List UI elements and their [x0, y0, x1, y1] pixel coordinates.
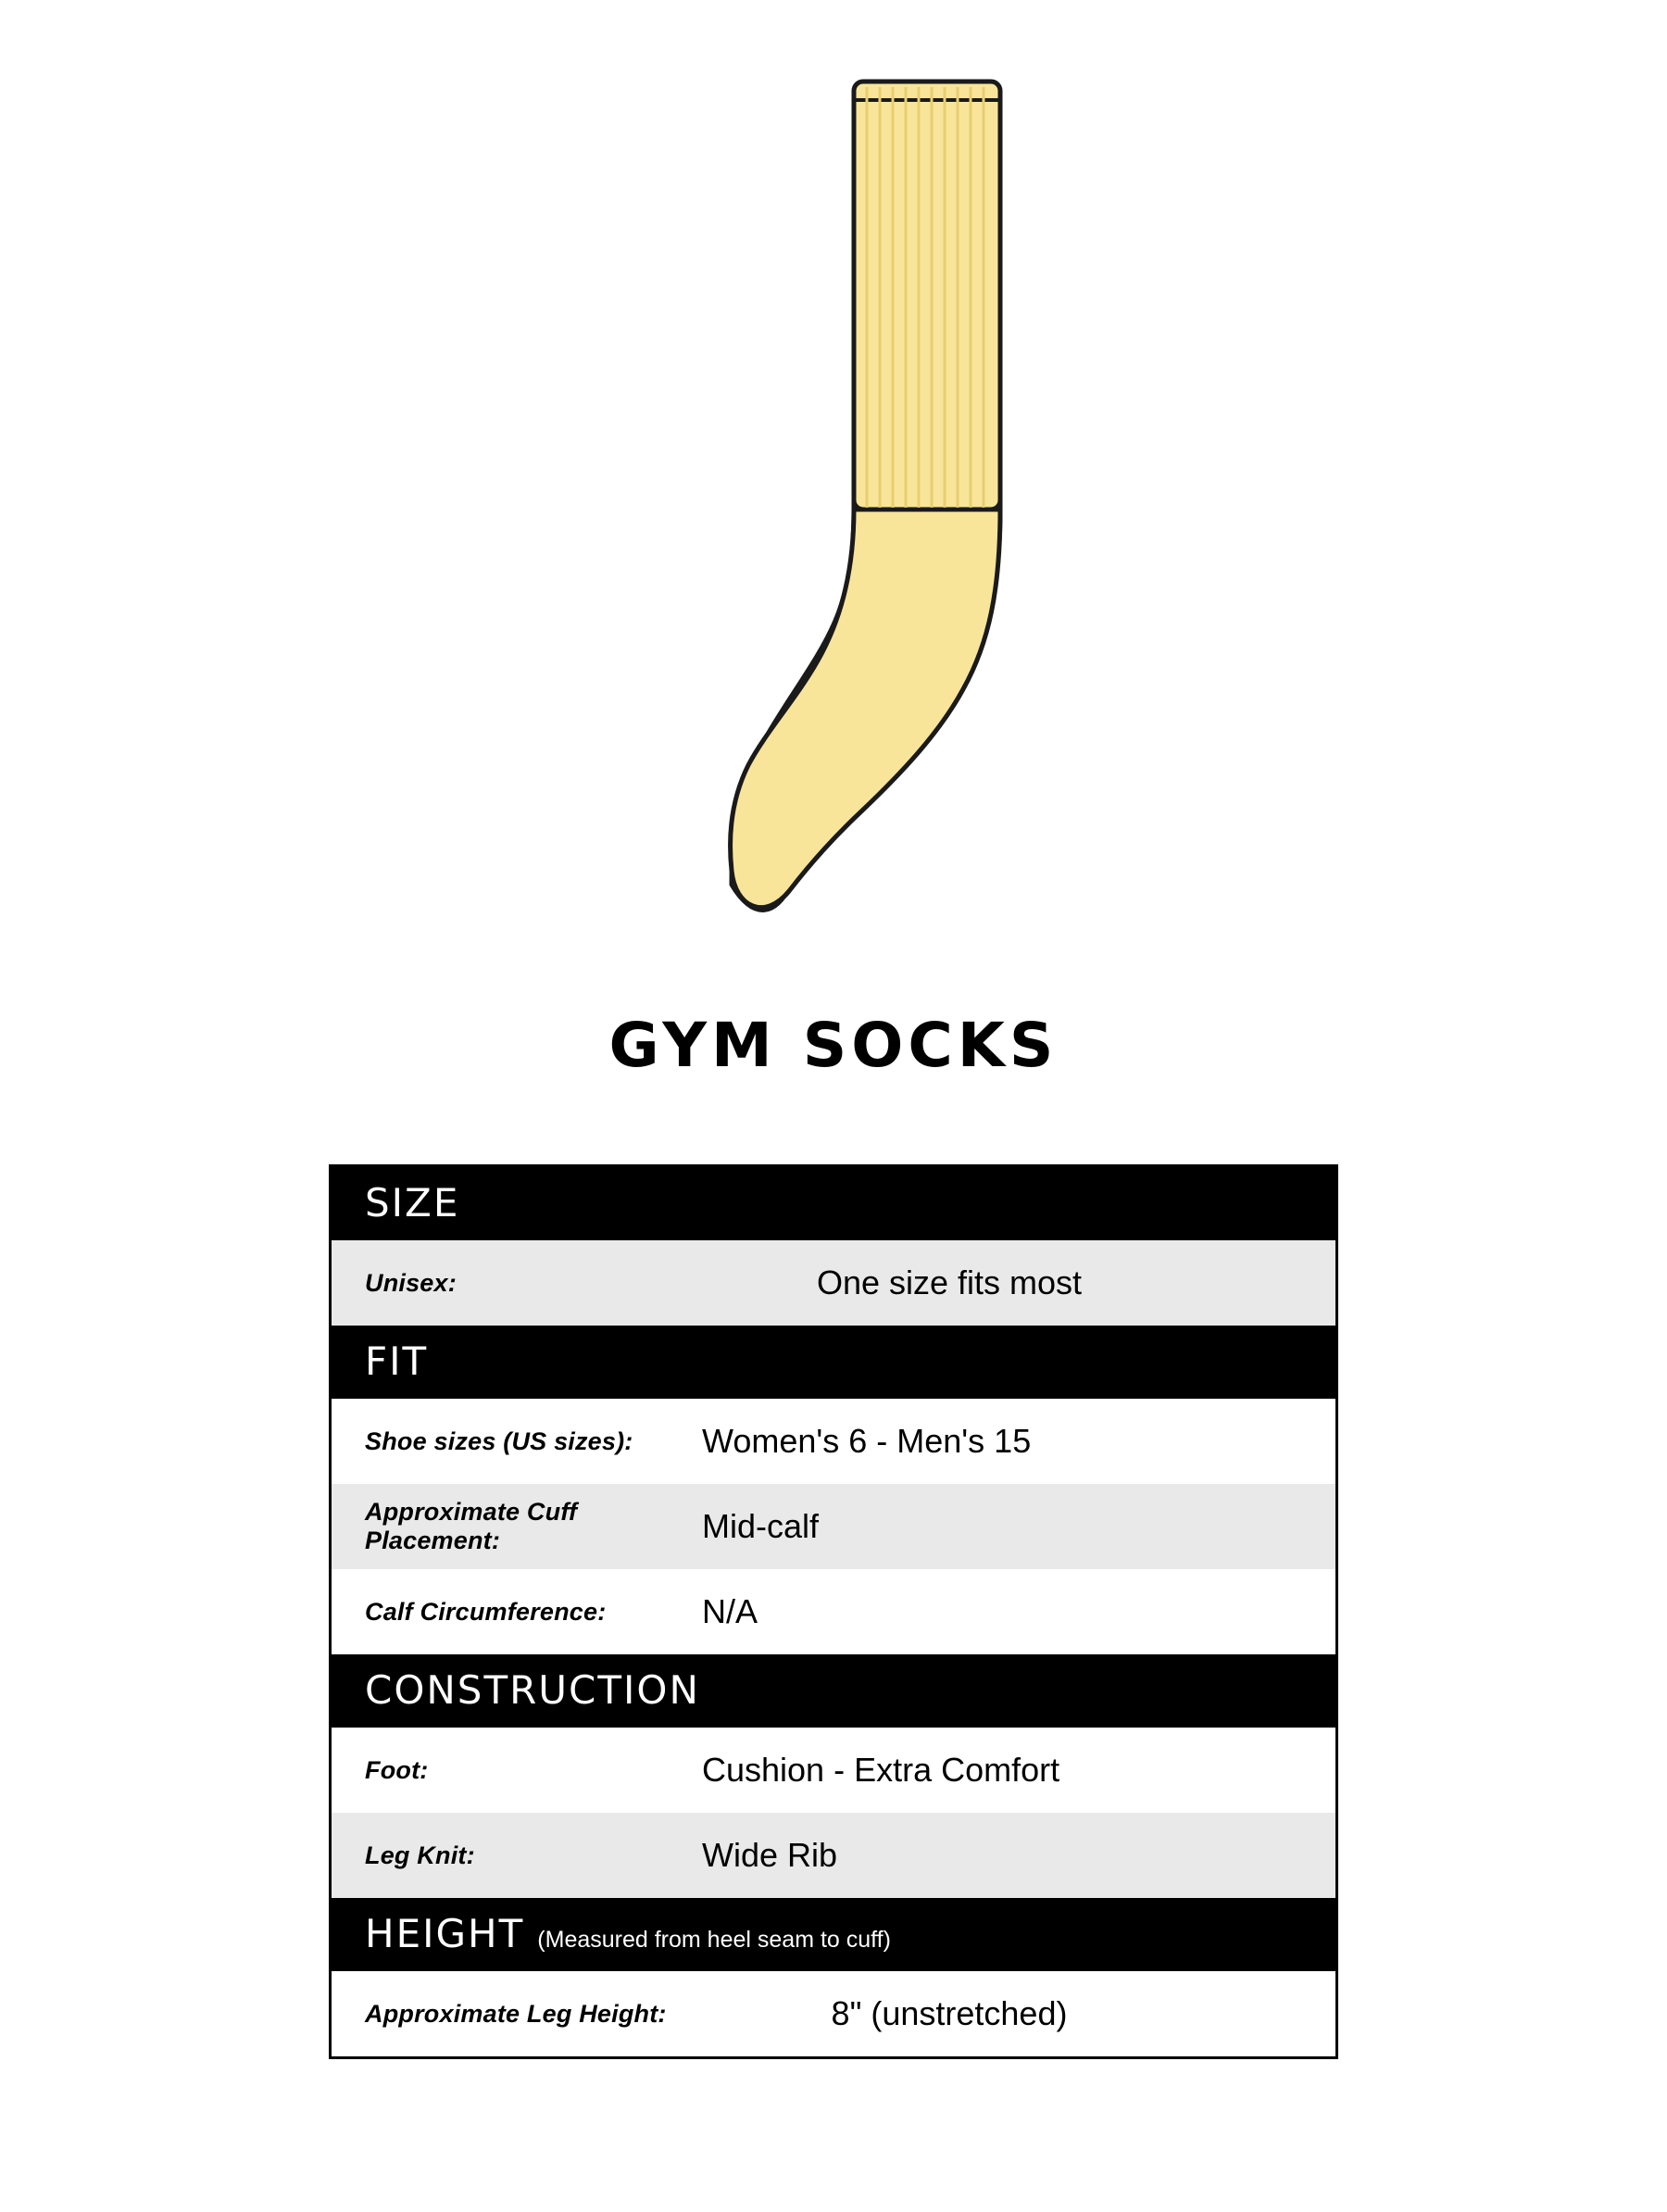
- row-value: N/A: [702, 1592, 758, 1630]
- section-title: FIT: [365, 1339, 429, 1384]
- page-title: GYM SOCKS: [608, 1010, 1059, 1081]
- row-value: Cushion - Extra Comfort: [702, 1751, 1060, 1789]
- table-row: [332, 1569, 1335, 1654]
- row-label: Shoe sizes (US sizes):: [365, 1426, 633, 1455]
- row-label: Calf Circumference:: [365, 1597, 607, 1626]
- section-header-height: [332, 1898, 1335, 1971]
- row-label: Leg Knit:: [365, 1841, 475, 1869]
- table-row: [332, 1240, 1335, 1326]
- section-header-size: [332, 1167, 1335, 1240]
- section-title: HEIGHT: [365, 1911, 525, 1956]
- table-row: [332, 1399, 1335, 1484]
- section-title: CONSTRUCTION: [365, 1667, 700, 1713]
- product-illustration: [0, 0, 1667, 954]
- table-row: [332, 1971, 1335, 2056]
- row-label: Approximate Leg Height:: [365, 1999, 667, 2028]
- table-row: [332, 1813, 1335, 1898]
- section-note: (Measured from heel seam to cuff): [537, 1927, 891, 1953]
- row-label: Approximate Cuff Placement:: [365, 1498, 578, 1554]
- table-row: [332, 1728, 1335, 1813]
- section-header-construction: [332, 1654, 1335, 1728]
- section-header-fit: [332, 1326, 1335, 1399]
- spec-table: [329, 1164, 1338, 2059]
- row-label: Foot:: [365, 1755, 429, 1784]
- crew-sock-illustration: [593, 46, 1074, 954]
- row-value: Wide Rib: [702, 1836, 838, 1874]
- row-value: 8" (unstretched): [831, 1994, 1068, 2032]
- row-value: One size fits most: [816, 1263, 1083, 1301]
- row-label: Unisex:: [365, 1268, 457, 1297]
- table-row: [332, 1484, 1335, 1569]
- row-value: Mid-calf: [702, 1507, 820, 1545]
- row-value: Women's 6 - Men's 15: [702, 1422, 1032, 1460]
- section-title: SIZE: [365, 1180, 460, 1225]
